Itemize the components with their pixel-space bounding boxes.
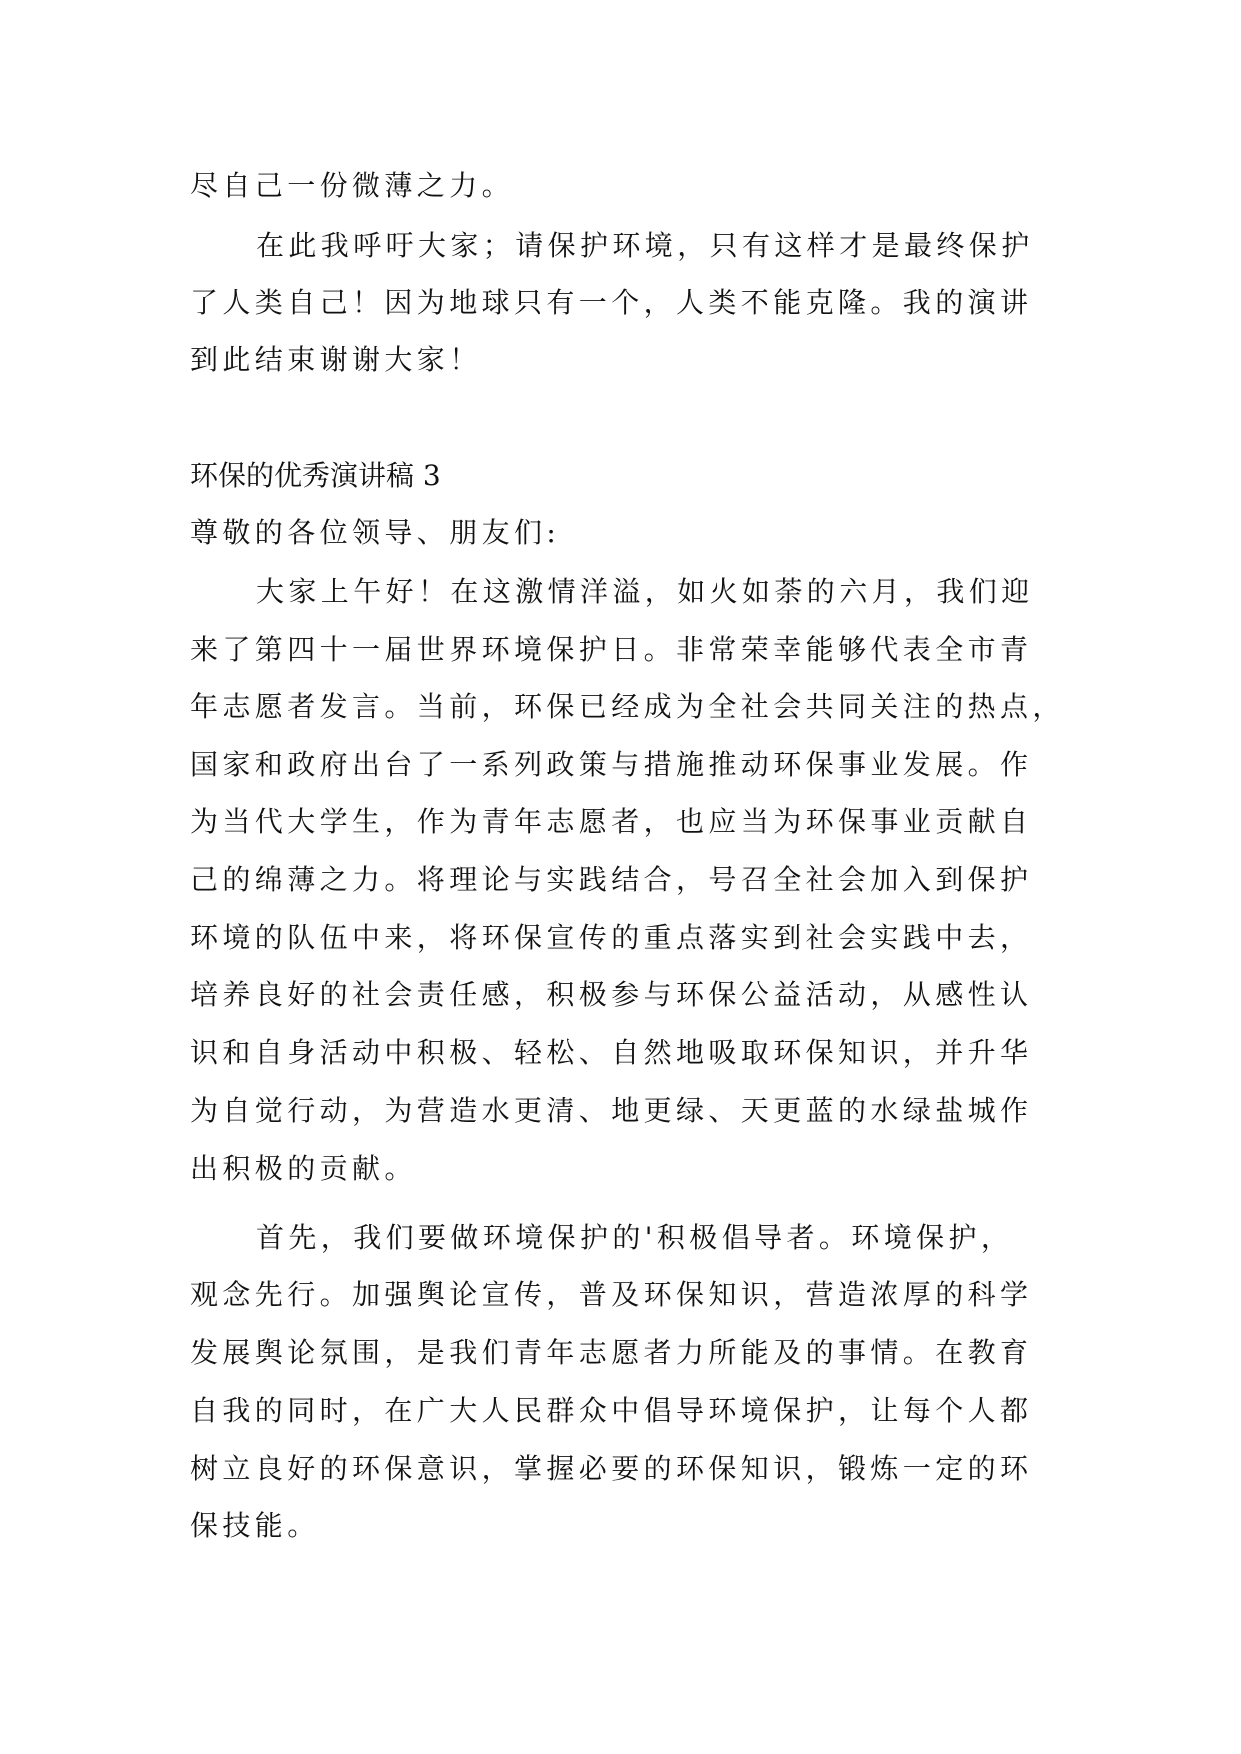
text-line: 年志愿者发言。当前，环保已经成为全社会共同关注的热点，	[190, 690, 1065, 723]
text-line: 首先，我们要做环境保护的'积极倡导者。环境保护，	[256, 1221, 1014, 1254]
text-line: 观念先行。加强舆论宣传，普及环保知识，营造浓厚的科学	[190, 1278, 1033, 1311]
text-line: 出积极的贡献。	[190, 1152, 417, 1185]
text-line: 发展舆论氛围，是我们青年志愿者力所能及的事情。在教育	[190, 1336, 1033, 1369]
text-line: 大家上午好！在这激情洋溢，如火如荼的六月，我们迎	[256, 575, 1034, 608]
text-line: 自我的同时，在广大人民群众中倡导环境保护，让每个人都	[190, 1394, 1033, 1427]
salutation: 尊敬的各位领导、朋友们:	[190, 516, 561, 549]
text-line: 为自觉行动，为营造水更清、地更绿、天更蓝的水绿盐城作	[190, 1094, 1033, 1127]
text-line: 环境的队伍中来，将环保宣传的重点落实到社会实践中去，	[190, 921, 1033, 954]
text-line: 来了第四十一届世界环境保护日。非常荣幸能够代表全市青	[190, 633, 1033, 666]
text-line: 尽自己一份微薄之力。	[190, 169, 515, 202]
text-line: 识和自身活动中积极、轻松、自然地吸取环保知识，并升华	[190, 1036, 1033, 1069]
text-line: 培养良好的社会责任感，积极参与环保公益活动，从感性认	[190, 978, 1033, 1011]
text-line: 保技能。	[190, 1509, 320, 1542]
text-line: 国家和政府出台了一系列政策与措施推动环保事业发展。作	[190, 748, 1033, 781]
text-line: 为当代大学生，作为青年志愿者，也应当为环保事业贡献自	[190, 805, 1033, 838]
text-line: 己的绵薄之力。将理论与实践结合，号召全社会加入到保护	[190, 863, 1033, 896]
text-line: 在此我呼吁大家；请保护环境，只有这样才是最终保护	[256, 229, 1034, 262]
section-title: 环保的优秀演讲稿 3	[190, 459, 441, 492]
text-line: 树立良好的环保意识，掌握必要的环保知识，锻炼一定的环	[190, 1452, 1033, 1485]
text-line: 了人类自己！因为地球只有一个，人类不能克隆。我的演讲	[190, 286, 1033, 319]
text-line: 到此结束谢谢大家！	[190, 343, 482, 376]
